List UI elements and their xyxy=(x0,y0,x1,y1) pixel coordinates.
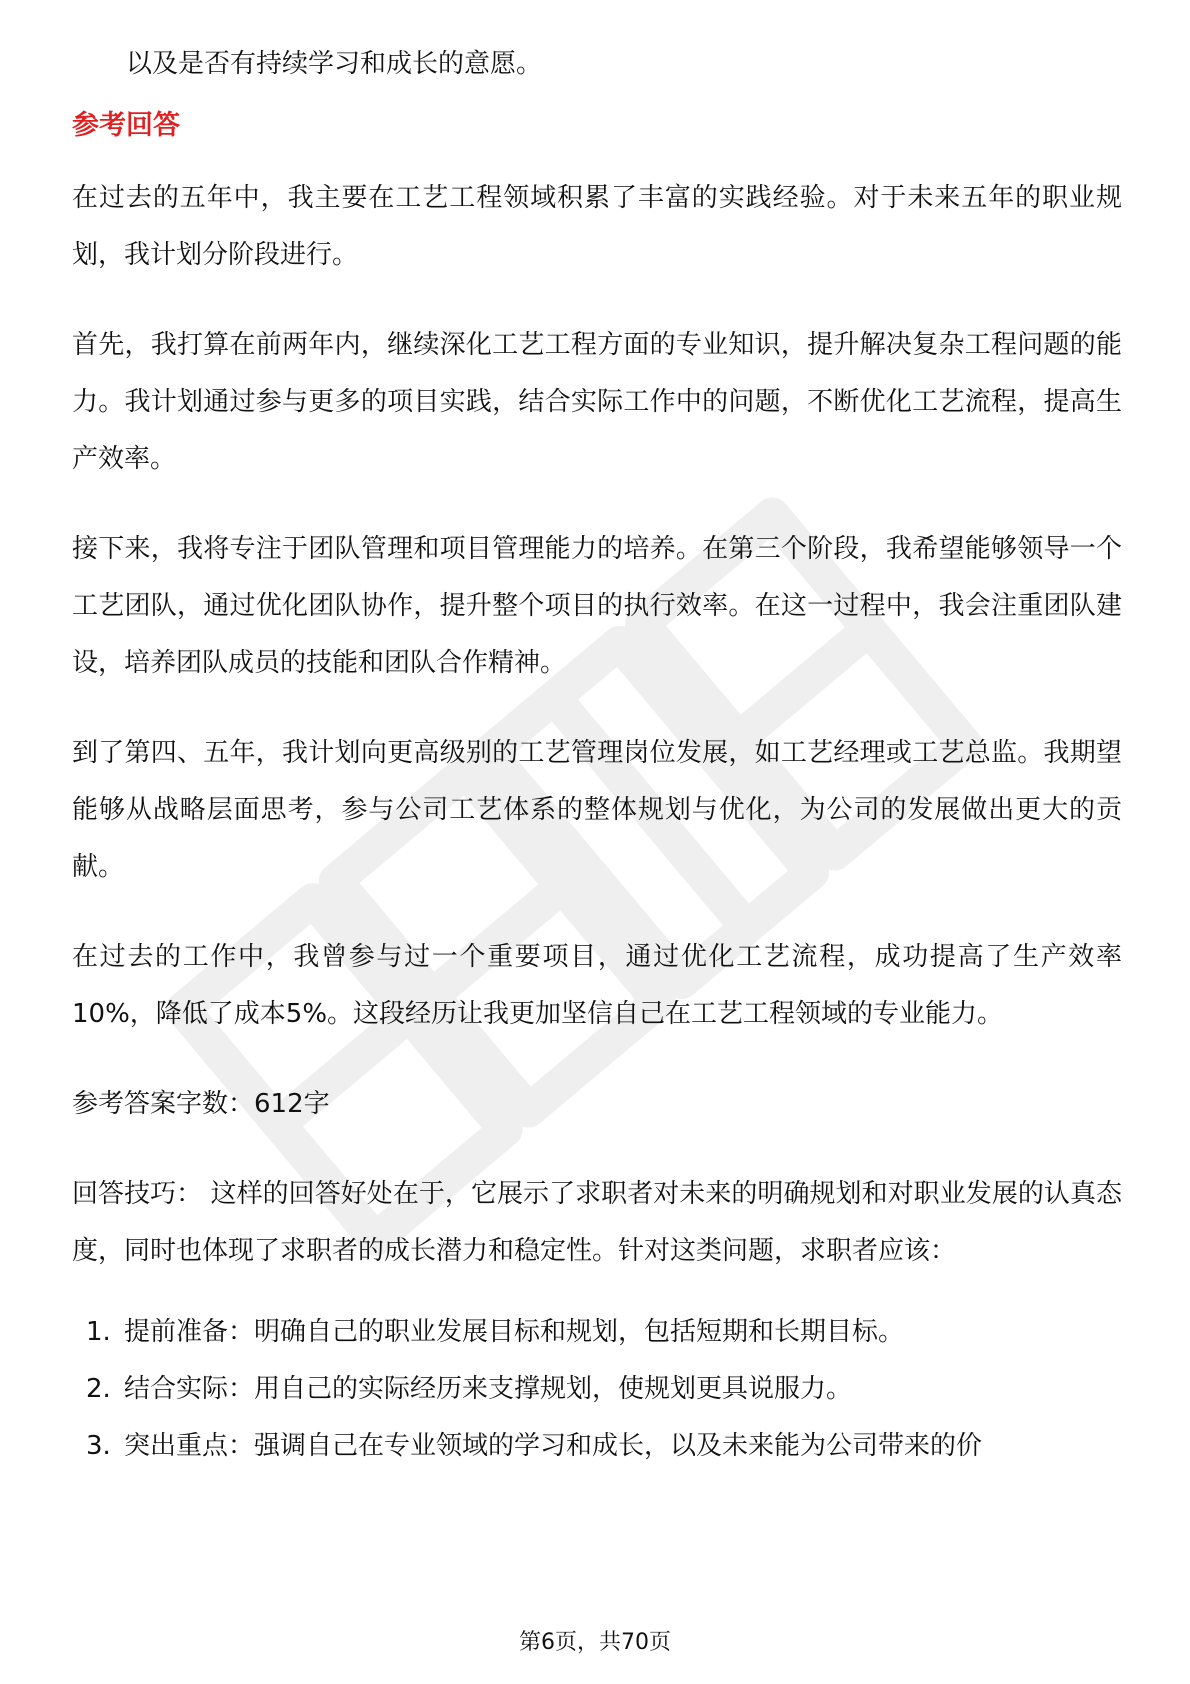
list-item-text: 结合实际：用自己的实际经历来支撑规划，使规划更具说服力。 xyxy=(124,1374,853,1404)
list-item xyxy=(72,1304,1122,1361)
list-item xyxy=(72,1418,1122,1475)
tips-list xyxy=(72,1304,1122,1475)
answer-paragraph: 到了第四、五年，我计划向更高级别的工艺管理岗位发展，如工艺经理或工艺总监。我期望能够从战略层面思考，参与公司工艺体系的整体规划与优化，为公司的发展做出更大的贡献。 xyxy=(72,738,1122,882)
section-heading: 参考回答 xyxy=(72,110,180,141)
list-number: 3. xyxy=(86,1431,111,1461)
answer-paragraph: 在过去的五年中，我主要在工艺工程领域积累了丰富的实践经验。对于未来五年的职业规划，我计划分阶段进行。 xyxy=(72,183,1122,270)
page-number-footer: 第6页，共70页 xyxy=(519,1630,671,1655)
list-item-text: 提前准备：明确自己的职业发展目标和规划，包括短期和长期目标。 xyxy=(124,1317,905,1347)
document-content xyxy=(72,44,1122,1475)
tips-intro: 回答技巧： 这样的回答好处在于，它展示了求职者对未来的明确规划和对职业发展的认真态度，同时也体现了求职者的成长潜力和稳定性。针对这类问题，求职者应该： xyxy=(72,1179,1122,1266)
answer-paragraph: 首先，我打算在前两年内，继续深化工艺工程方面的专业知识，提升解决复杂工程问题的能力。我计划通过参与更多的项目实践，结合实际工作中的问题，不断优化工艺流程，提高生产效率。 xyxy=(72,330,1122,474)
list-item xyxy=(72,1361,1122,1418)
word-count: 参考答案字数：612字 xyxy=(72,1089,330,1119)
answer-paragraph: 接下来，我将专注于团队管理和项目管理能力的培养。在第三个阶段，我希望能够领导一个工艺团队，通过优化团队协作，提升整个项目的执行效率。在这一过程中，我会注重团队建设，培养团队成员的技能和团队合作精神。 xyxy=(72,534,1122,678)
list-number: 2. xyxy=(86,1374,111,1404)
list-number: 1. xyxy=(86,1317,111,1347)
list-item-text: 突出重点：强调自己在专业领域的学习和成长，以及未来能为公司带来的价 xyxy=(124,1431,983,1461)
answer-paragraph: 在过去的工作中，我曾参与过一个重要项目，通过优化工艺流程，成功提高了生产效率10%，降低了成本5%。这段经历让我更加坚信自己在工艺工程领域的专业能力。 xyxy=(72,942,1122,1029)
continuation-line: 以及是否有持续学习和成长的意愿。 xyxy=(126,49,543,79)
